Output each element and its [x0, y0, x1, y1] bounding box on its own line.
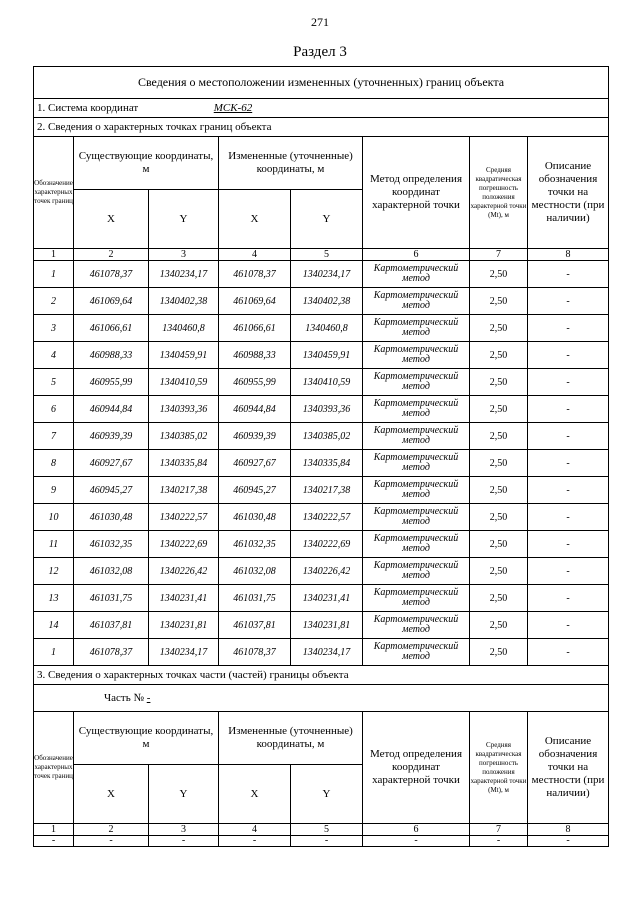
method-cell: Картометрический метод	[363, 423, 470, 450]
changed-x: 461032,08	[219, 558, 291, 585]
existing-x: 461030,48	[74, 504, 149, 531]
header-designation-2: Обозначение характерных точек границ	[34, 712, 74, 824]
description-cell: -	[528, 261, 609, 288]
method-cell: Картометрический метод	[363, 612, 470, 639]
header-existing-y: Y	[149, 190, 219, 249]
existing-x: 461032,08	[74, 558, 149, 585]
header-method: Метод определения координат характерной точки	[363, 137, 470, 249]
changed-x: 460927,67	[219, 450, 291, 477]
changed-y: 1340234,17	[291, 261, 363, 288]
existing-x: 461031,75	[74, 585, 149, 612]
changed-x: 461031,75	[219, 585, 291, 612]
mt-cell: 2,50	[470, 585, 528, 612]
existing-y: 1340231,81	[149, 612, 219, 639]
description-cell: -	[528, 450, 609, 477]
mt-cell: 2,50	[470, 450, 528, 477]
coord-system-row	[34, 99, 609, 118]
changed-y: 1340335,84	[291, 450, 363, 477]
coord-system-label: 1. Система координат	[37, 102, 139, 114]
point-id: 1	[34, 639, 74, 666]
method-cell: Картометрический метод	[363, 261, 470, 288]
table-row	[34, 315, 609, 342]
point-id: 8	[34, 450, 74, 477]
changed-y: 1340222,69	[291, 531, 363, 558]
changed-x: 461069,64	[219, 288, 291, 315]
point-id: 12	[34, 558, 74, 585]
column-number-row	[34, 249, 609, 261]
header-error-2: Средняя квадратическая погрешность положения характерной точки (Mt), м	[470, 712, 528, 824]
method-cell: Картометрический метод	[363, 531, 470, 558]
changed-y: 1340222,57	[291, 504, 363, 531]
existing-x: 461069,64	[74, 288, 149, 315]
mt-cell: 2,50	[470, 504, 528, 531]
table-row	[34, 450, 609, 477]
header-method-2: Метод определения координат характерной точки	[363, 712, 470, 824]
method-cell: Картометрический метод	[363, 585, 470, 612]
changed-y: 1340402,38	[291, 288, 363, 315]
header-error: Средняя квадратическая погрешность положения характерной точки (Mt), м	[470, 137, 528, 249]
table-row	[34, 261, 609, 288]
column-number: 1	[34, 824, 74, 836]
changed-y: 1340393,36	[291, 396, 363, 423]
mt-cell: 2,50	[470, 288, 528, 315]
header-existing: Существующие координаты, м	[74, 137, 219, 190]
existing-y: 1340231,41	[149, 585, 219, 612]
header-changed: Измененные (уточненные) координаты, м	[219, 137, 363, 190]
existing-y: 1340222,69	[149, 531, 219, 558]
changed-x: 460944,84	[219, 396, 291, 423]
table-row	[34, 342, 609, 369]
changed-y: 1340231,81	[291, 612, 363, 639]
point-id: 5	[34, 369, 74, 396]
table-row	[34, 558, 609, 585]
part-cell: -	[34, 836, 74, 847]
header-changed-2: Измененные (уточненные) координаты, м	[219, 712, 363, 765]
column-number: 6	[363, 249, 470, 261]
mt-cell: 2,50	[470, 315, 528, 342]
part-cell: -	[528, 836, 609, 847]
part-label: Часть №	[104, 692, 144, 704]
description-cell: -	[528, 477, 609, 504]
column-number: 8	[528, 824, 609, 836]
point-id: 1	[34, 261, 74, 288]
method-cell: Картометрический метод	[363, 369, 470, 396]
table-row	[34, 288, 609, 315]
existing-x: 460927,67	[74, 450, 149, 477]
boundary-table	[33, 66, 609, 847]
point-id: 14	[34, 612, 74, 639]
part-cell: -	[363, 836, 470, 847]
section-title: Раздел 3	[293, 44, 347, 60]
mt-cell: 2,50	[470, 423, 528, 450]
header-description: Описание обозначения точки на местности (при наличии)	[528, 137, 609, 249]
changed-x: 461078,37	[219, 639, 291, 666]
header-changed-x-2: X	[219, 765, 291, 824]
existing-x: 461066,61	[74, 315, 149, 342]
existing-y: 1340234,17	[149, 261, 219, 288]
method-cell: Картометрический метод	[363, 315, 470, 342]
column-number: 6	[363, 824, 470, 836]
description-cell: -	[528, 342, 609, 369]
mt-cell: 2,50	[470, 396, 528, 423]
existing-x: 460939,39	[74, 423, 149, 450]
changed-x: 461030,48	[219, 504, 291, 531]
column-number: 3	[149, 824, 219, 836]
header-existing-2: Существующие координаты, м	[74, 712, 219, 765]
description-cell: -	[528, 531, 609, 558]
mt-cell: 2,50	[470, 558, 528, 585]
description-cell: -	[528, 423, 609, 450]
column-number: 5	[291, 249, 363, 261]
changed-y: 1340410,59	[291, 369, 363, 396]
existing-y: 1340393,36	[149, 396, 219, 423]
changed-x: 460945,27	[219, 477, 291, 504]
changed-x: 461078,37	[219, 261, 291, 288]
existing-y: 1340234,17	[149, 639, 219, 666]
existing-y: 1340335,84	[149, 450, 219, 477]
method-cell: Картометрический метод	[363, 504, 470, 531]
changed-y: 1340231,41	[291, 585, 363, 612]
point-id: 13	[34, 585, 74, 612]
method-cell: Картометрический метод	[363, 477, 470, 504]
part-value: -	[146, 692, 151, 704]
changed-x: 461032,35	[219, 531, 291, 558]
table-row	[34, 585, 609, 612]
header-changed-y-2: Y	[291, 765, 363, 824]
existing-y: 1340217,38	[149, 477, 219, 504]
existing-x: 461032,35	[74, 531, 149, 558]
description-cell: -	[528, 396, 609, 423]
column-number: 7	[470, 824, 528, 836]
existing-x: 461037,81	[74, 612, 149, 639]
existing-y: 1340385,02	[149, 423, 219, 450]
existing-x: 461078,37	[74, 639, 149, 666]
table-row	[34, 531, 609, 558]
point-id: 2	[34, 288, 74, 315]
changed-x: 460939,39	[219, 423, 291, 450]
mt-cell: 2,50	[470, 369, 528, 396]
method-cell: Картометрический метод	[363, 639, 470, 666]
column-number: 2	[74, 824, 149, 836]
part-row	[34, 685, 609, 712]
column-number: 7	[470, 249, 528, 261]
point-id: 4	[34, 342, 74, 369]
table-row	[34, 396, 609, 423]
header-description-2: Описание обозначения точки на местности (при наличии)	[528, 712, 609, 824]
header-designation: Обозначение характерных точек границ	[34, 137, 74, 249]
part-cell: -	[149, 836, 219, 847]
existing-x: 460944,84	[74, 396, 149, 423]
table-row	[34, 423, 609, 450]
section3-label: 3. Сведения о характерных точках части (частей) границы объекта	[34, 666, 609, 685]
changed-x: 460988,33	[219, 342, 291, 369]
description-cell: -	[528, 612, 609, 639]
changed-x: 460955,99	[219, 369, 291, 396]
column-number: 5	[291, 824, 363, 836]
existing-x: 460945,27	[74, 477, 149, 504]
mt-cell: 2,50	[470, 639, 528, 666]
mt-cell: 2,50	[470, 261, 528, 288]
header-existing-x: X	[74, 190, 149, 249]
description-cell: -	[528, 315, 609, 342]
mt-cell: 2,50	[470, 342, 528, 369]
column-number: 2	[74, 249, 149, 261]
description-cell: -	[528, 369, 609, 396]
part-data-row	[34, 836, 609, 847]
part-cell: -	[470, 836, 528, 847]
header-changed-y: Y	[291, 190, 363, 249]
coord-system-value: МСК-62	[213, 102, 253, 114]
changed-y: 1340226,42	[291, 558, 363, 585]
table-row	[34, 477, 609, 504]
changed-x: 461037,81	[219, 612, 291, 639]
point-id: 7	[34, 423, 74, 450]
table-row	[34, 504, 609, 531]
changed-y: 1340234,17	[291, 639, 363, 666]
point-id: 6	[34, 396, 74, 423]
changed-y: 1340217,38	[291, 477, 363, 504]
header-existing-y-2: Y	[149, 765, 219, 824]
table-row	[34, 612, 609, 639]
existing-y: 1340410,59	[149, 369, 219, 396]
column-number: 4	[219, 249, 291, 261]
method-cell: Картометрический метод	[363, 450, 470, 477]
method-cell: Картометрический метод	[363, 396, 470, 423]
existing-y: 1340226,42	[149, 558, 219, 585]
column-number-row-2	[34, 824, 609, 836]
method-cell: Картометрический метод	[363, 558, 470, 585]
part-cell: -	[74, 836, 149, 847]
part-cell: -	[291, 836, 363, 847]
description-cell: -	[528, 558, 609, 585]
existing-y: 1340402,38	[149, 288, 219, 315]
section2-label: 2. Сведения о характерных точках границ объекта	[34, 118, 609, 137]
existing-x: 461078,37	[74, 261, 149, 288]
table-title: Сведения о местоположении измененных (уточненных) границ объекта	[34, 67, 609, 99]
description-cell: -	[528, 585, 609, 612]
description-cell: -	[528, 504, 609, 531]
column-number: 8	[528, 249, 609, 261]
point-id: 9	[34, 477, 74, 504]
description-cell: -	[528, 288, 609, 315]
column-number: 3	[149, 249, 219, 261]
point-id: 11	[34, 531, 74, 558]
point-id: 3	[34, 315, 74, 342]
method-cell: Картометрический метод	[363, 342, 470, 369]
existing-x: 460988,33	[74, 342, 149, 369]
changed-y: 1340460,8	[291, 315, 363, 342]
table-row	[34, 369, 609, 396]
existing-x: 460955,99	[74, 369, 149, 396]
part-cell: -	[219, 836, 291, 847]
existing-y: 1340222,57	[149, 504, 219, 531]
existing-y: 1340460,8	[149, 315, 219, 342]
page-number: 271	[311, 15, 329, 29]
changed-y: 1340459,91	[291, 342, 363, 369]
mt-cell: 2,50	[470, 477, 528, 504]
description-cell: -	[528, 639, 609, 666]
header-existing-x-2: X	[74, 765, 149, 824]
header-changed-x: X	[219, 190, 291, 249]
existing-y: 1340459,91	[149, 342, 219, 369]
mt-cell: 2,50	[470, 531, 528, 558]
mt-cell: 2,50	[470, 612, 528, 639]
table-row	[34, 639, 609, 666]
column-number: 4	[219, 824, 291, 836]
changed-x: 461066,61	[219, 315, 291, 342]
method-cell: Картометрический метод	[363, 288, 470, 315]
column-number: 1	[34, 249, 74, 261]
point-id: 10	[34, 504, 74, 531]
changed-y: 1340385,02	[291, 423, 363, 450]
